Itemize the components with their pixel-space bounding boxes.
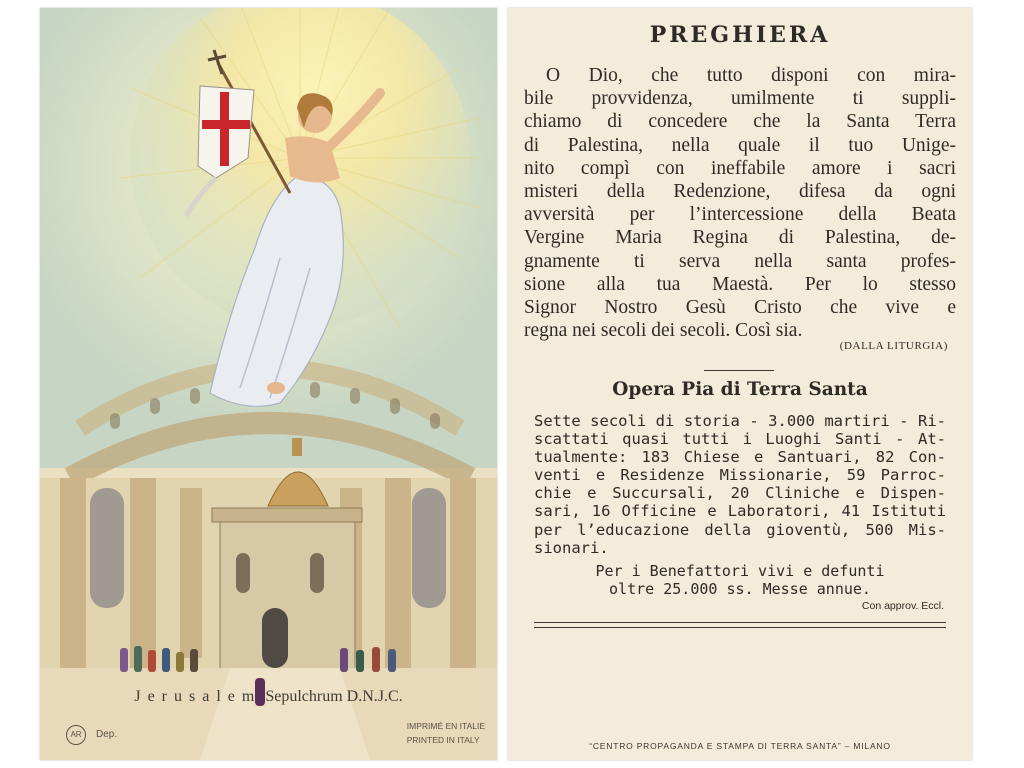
section-divider — [704, 370, 774, 371]
printed-notice — [407, 719, 485, 747]
organization-info — [534, 412, 946, 557]
prayer-source: (DALLA LITURGIA) — [839, 340, 948, 352]
image-caption — [40, 688, 497, 706]
printed-line-english: PRINTED IN ITALY — [406, 735, 480, 745]
publisher-logo-icon: AR — [66, 725, 86, 745]
edicule-shrine — [212, 438, 362, 673]
caption-place: Jerusalem — [134, 688, 262, 705]
prayer-line: Signor Nostro Gesù Cristo che vive e — [524, 297, 956, 319]
benefactors-line: Per i Benefattori vivi e defunti — [595, 562, 885, 580]
benefactors-line: oltre 25.000 ss. Messe annue. — [609, 580, 871, 598]
prayer-title: PREGHIERA — [649, 22, 831, 48]
benefactors-note — [508, 562, 972, 598]
prayer-line: regna nei secoli dei secoli. Così sia. — [524, 320, 803, 342]
resurrection-illustration — [40, 8, 497, 760]
info-line: Sette secoli di storia - 3.000 martiri - Ri- — [534, 412, 946, 430]
organization-title: Opera Pia di Terra Santa — [612, 379, 868, 400]
footer-rule-thin — [534, 627, 946, 628]
footer-rule-thick — [534, 622, 946, 623]
prayer-line: bile provvidenza, umilmente ti suppli- — [524, 88, 956, 110]
printed-line-french: IMPRIMÉ EN ITALIE — [406, 721, 485, 731]
info-line: venti e Residenze Missionarie, 59 Parroc- — [534, 466, 946, 485]
info-line: tualmente: 183 Chiese e Santuari, 82 Con- — [534, 448, 946, 467]
prayer-line: Vergine Maria Regina di Palestina, de- — [524, 227, 956, 249]
info-line: sionari. — [534, 538, 609, 557]
holy-card-text-side — [508, 8, 972, 760]
prayer-line: sione alla tua Maestà. Per lo stesso — [524, 273, 956, 295]
info-line: per l’educazione della gioventù, 500 Mis- — [534, 520, 946, 539]
ecclesiastical-approval: Con approv. Eccl. — [861, 600, 944, 612]
prayer-line: misteri della Redenzione, difesa da ogni — [524, 181, 956, 203]
info-line: chie e Succursali, 20 Cliniche e Dispen- — [534, 484, 946, 503]
prayer-line: O Dio, che tutto disponi con mira- — [546, 65, 956, 86]
prayer-text — [524, 64, 956, 342]
info-line: scattati quasi tutti i Luoghi Santi - At- — [534, 430, 946, 449]
dep-label: Dep. — [96, 729, 118, 740]
publisher-footer: “CENTRO PROPAGANDA E STAMPA DI TERRA SANTA” – MILANO — [589, 741, 891, 751]
holy-card-image-side — [40, 8, 497, 760]
prayer-line: avversità per l’intercessione della Beata — [524, 204, 956, 226]
prayer-line: di Palestina, nella quale il tuo Unige- — [524, 134, 956, 156]
info-line: sari, 16 Officine e Laboratori, 41 Istituti — [534, 502, 946, 521]
prayer-line: nito compì con ineffabile amore i sacri — [524, 157, 956, 179]
prayer-line: gnamente ti serva nella santa profes- — [524, 250, 956, 272]
caption-subject: Sepulchrum D.N.J.C. — [265, 688, 403, 705]
prayer-line: chiamo di concedere che la Santa Terra — [524, 111, 956, 133]
